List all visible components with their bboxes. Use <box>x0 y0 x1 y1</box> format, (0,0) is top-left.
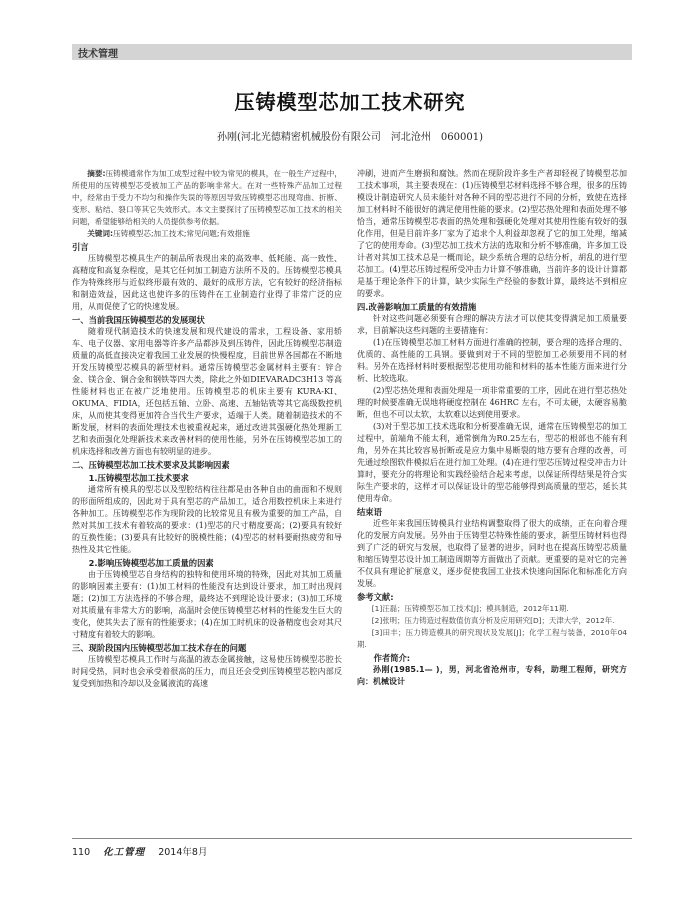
section-label: 技术管理 <box>78 49 118 60</box>
paragraph: 由于压铸模型芯自身结构的独特和使用环境的特殊，因此对其加工质量的影响因素主要有：(1)加工材料的性能没有达到设计要求，加工时出现问题；(2)加工方法选择的不够合理，最终达不到理论设计要求；(3)加工环境对其质量有非常大方的影响，高温时会使压铸模型芯材料的性能发生巨大的变化，使其失去了原有的性能要求；(4)在加工时机床的设备精度也会对其尺寸精度有着较大的影响。 <box>72 570 342 639</box>
paragraph: 近些年来我国压铸模具行业结构调整取得了很大的成绩，正在向着合理化的发展方向发展。另外由于压铸型芯特殊性能的要求，新型压铸材料也得到了广泛的研究与发展，也取得了显著的进步，同时也在提高压铸型芯质量和缩压铸型芯设计加工制造周期等方面做出了贡献。更重要的是对它的完善不仅具有理论扩展意义，逐步促使我国工业技术快速向国际化和标准化方向发展。 <box>357 519 627 588</box>
author-line: 孙刚(河北光德精密机械股份有限公司 河北沧州 060001) <box>217 132 483 143</box>
paragraph: (3)对于型芯加工技术选取和分析要准确无误，通常在压铸模型芯的加工过程中，前端角不能太利，通常倒角为R0.25左右，型芯的根部也不能有利角，另外在其比较容易折断或是应力集中易断裂的地方要有合理的改善，可先通过绘图软件模拟后在进行加工处理。(4)在进行型芯压铸过程受冲击力计算时，要充分的将理论和实践经验结合起来考虑，以保证所得结果是符合实际生产要求的，这样才可以保证设计的型芯能够得到高质量的型芯，延长其使用寿命。 <box>357 422 627 503</box>
paragraph: (1)在压铸模型芯加工材料方面进行准确的控制，要合理的选择合理的、优质的、高性能的工具钢。要做到对于不同的型腔加工必须要用不同的材料。另外在选择材料时要根据型芯使用功能和材料的基本性能方面来进行分析、比较选取。 <box>357 338 627 383</box>
section-heading: 四.改善影响加工质量的有效措施 <box>357 302 477 312</box>
page-footer <box>72 838 632 858</box>
conclusion-heading: 结束语 <box>357 507 382 517</box>
section-heading: 二、压铸模型芯加工技术要求及其影响因素 <box>72 460 230 470</box>
abstract-label: 摘要: <box>87 169 106 178</box>
references-heading: 参考文献: <box>357 592 394 602</box>
abstract-text: 压铸模通常作为加工成型过程中较为常见的模具，在一般生产过程中，所使用的压铸模型芯受被加工产品的影响非常大。在对一些特殊产品加工过程中，经常由于受力不均匀和操作失误的等原因导致压铸模型芯出现弯曲、折断、变形、粘结、裂口等其它失效形式。本文主要探讨了压铸模型芯加工技术的相关问题，希望能够给相关的人员提供参考依据。 <box>72 169 342 226</box>
article-title: 压铸模型芯加工技术研究 <box>234 90 466 114</box>
intro-heading: 引言 <box>72 242 89 252</box>
section-heading: 三、现阶段国内压铸模型芯加工技术存在的问题 <box>72 643 247 653</box>
reference-item: [2]张明；压力铸造过程数值仿真分析及应用研究[D]；天津大学，2012年. <box>371 616 615 625</box>
abstract <box>72 168 342 228</box>
reference-item: [1]汪磊；压铸模型芯加工技术[J]；模具制造，2012年11期. <box>371 604 569 613</box>
subsection-heading: 1.压铸模型芯加工技术要求 <box>88 473 189 483</box>
reference-item: [3]田丰；压力铸造模具的研究现状及发展[J]；化学工程与装备，2010年04期. <box>357 628 627 649</box>
page-number: 110 <box>72 847 91 858</box>
section-heading: 一、当前我国压铸模型芯的发展现状 <box>72 315 205 325</box>
author-bio: 孙刚(1985.1— )，男，河北省沧州市，专科，助理工程师，研究方向：机械设计 <box>357 665 627 686</box>
keywords <box>72 228 342 240</box>
right-column <box>357 168 627 688</box>
issue-date: 2014年8月 <box>158 847 208 858</box>
left-column <box>72 168 342 690</box>
section-header-bar <box>72 44 632 60</box>
subsection-heading: 2.影响压铸模型芯加工质量的因素 <box>88 558 214 568</box>
journal-name: 化工管理 <box>103 847 146 858</box>
keywords-label: 关键词: <box>87 229 114 238</box>
keywords-text: 压铸模型芯;加工技术;常见问题;有效措施 <box>113 229 250 238</box>
paragraph: (2)型芯热处理和表面处理是一项非常重要的工序，因此在进行型芯热处理的时候要准确无误地将硬度控制在 46HRC 左右，不可太硬，太硬容易脆断，但也不可以太软，太软难以达到使用要求。 <box>357 386 627 419</box>
paragraph: 随着现代制造技术的快速发展和现代建设的需求，工程设备、家用轿车、电子仪器、家用电器等许多产品都涉及到压铸件，因此压铸模型芯制造质量的高低直接决定着我国工业发展的快慢程度，目前世界各国都在不断地开发压铸模型芯模具的新型材料。通常压铸模型芯金属材料主要有：锌合金、镁合金、铜合金和钢铁等四大类，除此之外如DIEVARADC3H13 等高性能材料也正在被广泛地使用。压铸模型芯的机床主要有 KURA-KI、OKUMA、FIDIA，还包括五轴、立卧、高速、五轴钻铣等其它高级数控机床，从而使其变得更加符合当代生产要求，适端于人类。随着制造技术的不断发展，材料的表面处理技术也被重视起来，通过改进其强硬化热处理新工艺和表面强化处理新技术来改善材料的使用性能，另外在压铸模型芯加工的机床选择和改善方面也有较明显的进步。 <box>72 327 342 456</box>
references-list <box>357 603 627 651</box>
paragraph: 压铸模型芯模具工作时与高温的液态金属接触，这易使压铸模型芯腔长时间受热，同时也会承受着很高的压力，而且还会受到压铸模型芯腔内部反复受到加热和冷却以及金属液流的高速 <box>72 655 342 688</box>
author-bio-heading: 作者简介: <box>373 653 411 663</box>
paragraph: 通常所有模具的型芯以及型腔结构往往都是由各种自由的曲面和不规则的形面所组成的，因此对于具有型芯的产品加工，适合用数控机床上来进行各种加工。压铸模型芯作为现阶段的比较常见且有极为重要的加工产品，自然对其加工技术有着较高的要求：(1)型芯的尺寸精度要高；(2)要具有较好的互换性能；(3)要具有比较好的脱模性能；(4)型芯的材料要耐热疲劳和导热性及其它性能。 <box>72 485 342 554</box>
paragraph: 冲刷，进而产生磨损和腐蚀。然而在现阶段许多生产者却轻视了铸模型芯加工技术事项，其主要表现在：(1)压铸模型芯材料选择不够合理，很多的压铸模设计制造研究人员未能针对各种不同的型芯进行不同的分析，致使在选择加工材料时不能很好的满足使用性能的要求。(2)型芯热处理和表面处理不够恰当，通常压铸模型芯表面的热处理和强硬化处理对其使用性能有较好的强化作用，但是目前许多厂家为了追求个人利益却忽视了它的加工处理，缩减了它的使用寿命。(3)型芯加工技术方法的选取和分析不够准确，许多加工设计者对其加工技术总是一概而论，缺少系统合理的总结分析，胡乱的进行型芯加工。(4)型芯压铸过程所受冲击力计算不够准确，当前许多的设计计算都是基于理论条件下的计算，缺少实际生产经验的参数计算，最终达不到相应的要求。 <box>357 169 627 298</box>
paragraph: 压铸模型芯模具生产的制品所表现出来的高效率、低耗能、高一致性、高精度和高复杂程度，是其它任何加工制造方法所不及的。压铸模型芯模具作为特殊终形与近似终形最有效的、最好的成形方法，它有较好的经济指标和制造效益，因此这也使许多的压铸件在工业制造行业得了非常广泛的应用，从而促使了它的快速发展。 <box>72 254 342 311</box>
paragraph: 针对这些问题必须要有合理的解决方法才可以使其变得满足加工质量要求，目前解决这些问题的主要措施有： <box>357 314 627 335</box>
